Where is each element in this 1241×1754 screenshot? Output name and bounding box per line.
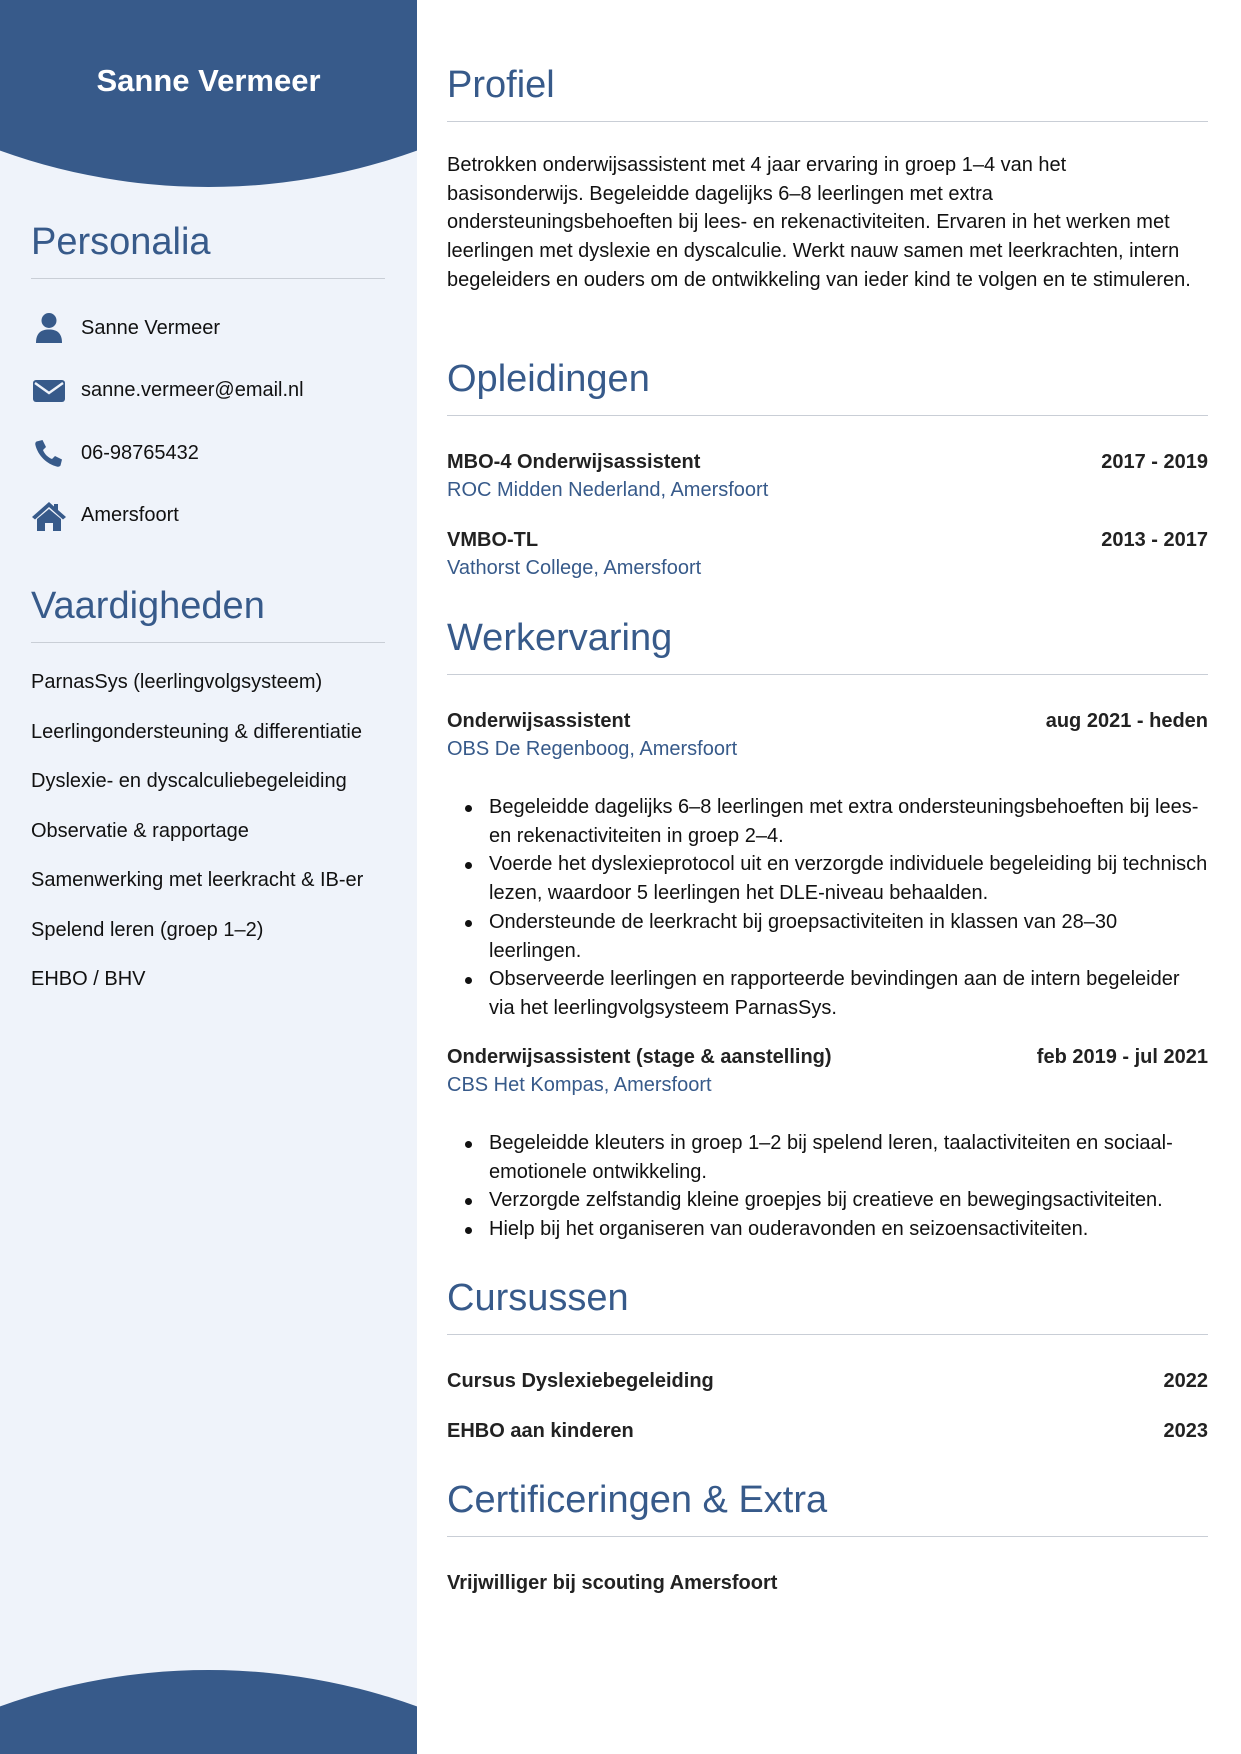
- envelope-icon: [31, 373, 67, 409]
- skill-item: EHBO / BHV: [31, 968, 146, 990]
- education-section: [447, 358, 1208, 416]
- sidebar: [0, 0, 417, 1754]
- skill-item: Leerlingondersteuning & differentiatie: [31, 720, 362, 743]
- bullet-item: Hielp bij het organiseren van ouderavonden en seizoensactiviteiten.: [447, 1215, 1208, 1244]
- profile-heading: Profiel: [447, 64, 1208, 122]
- education-entry: [447, 529, 1208, 580]
- profile-section: [447, 64, 1208, 295]
- contact-email[interactable]: sanne.vermeer@email.nl: [81, 379, 304, 402]
- education-title: VMBO-TL: [447, 529, 539, 551]
- bullet-item: Begeleidde dagelijks 6–8 leerlingen met extra ondersteuningsbehoeften bij lees- en rekenactiviteiten in groep 2–4.: [447, 793, 1208, 850]
- skill-item: Samenwerking met leerkracht & IB-er: [31, 869, 364, 891]
- job-employer: OBS De Regenboog, Amersfoort: [447, 738, 738, 760]
- certification-entry: [447, 1572, 1208, 1595]
- certification-title: Vrijwilliger bij scouting Amersfoort: [447, 1572, 778, 1594]
- contact-email-row: [31, 360, 385, 423]
- job-employer: CBS Het Kompas, Amersfoort: [447, 1074, 712, 1096]
- sidebar-footer-arc: [0, 1670, 417, 1754]
- course-title: Cursus Dyslexiebegeleiding: [447, 1370, 714, 1392]
- education-date: 2013 - 2017: [1101, 529, 1208, 551]
- bullet-item: Verzorgde zelfstandig kleine groepjes bij creatieve en bewegingsactiviteiten.: [447, 1186, 1208, 1215]
- bullet-item: Observeerde leerlingen en rapporteerde bevindingen aan de intern begeleider via het leerlingvolgsysteem ParnasSys.: [447, 965, 1208, 1022]
- certifications-section: [447, 1479, 1208, 1537]
- skill-item: Observatie & rapportage: [31, 819, 249, 842]
- skills-section: [31, 585, 385, 1011]
- job-title: Onderwijsassistent: [447, 710, 631, 732]
- contact-name-row: [31, 297, 385, 360]
- education-heading: Opleidingen: [447, 358, 1208, 416]
- skill-item: Spelend leren (groep 1–2): [31, 918, 264, 941]
- course-entry: [447, 1420, 1208, 1443]
- education-date: 2017 - 2019: [1101, 451, 1208, 473]
- bullet-item: Voerde het dyslexieprotocol uit en verzorgde individuele begeleiding bij technisch lezen, waardoor 5 leerlingen het DLE-niveau behaalden.: [447, 850, 1208, 907]
- education-institution: Vathorst College, Amersfoort: [447, 557, 702, 579]
- contact-name: Sanne Vermeer: [81, 316, 220, 339]
- job-date: feb 2019 - jul 2021: [1036, 1046, 1208, 1068]
- profile-text: Betrokken onderwijsassistent met 4 jaar ervaring in groep 1–4 van het basisonderwijs. Begeleidde dagelijks 6–8 leerlingen met extra ondersteuningsbehoeften bij lees- en rekenactiviteiten. Ervaren in het werken met leerlingen met dyslexie en dyscalculie. Werkt nauw samen met leerkrachten, intern begeleiders en ouders om de ontwikkeling van ieder kind te volgen en te stimuleren.: [447, 154, 1191, 291]
- skills-list: [31, 664, 385, 1011]
- experience-heading: Werkervaring: [447, 617, 1208, 675]
- contact-list: [31, 297, 385, 547]
- course-title: EHBO aan kinderen: [447, 1420, 634, 1442]
- skills-heading: Vaardigheden: [31, 585, 385, 643]
- job-bullets: [447, 1129, 1208, 1244]
- experience-entry: [447, 710, 1208, 761]
- job-bullets: [447, 793, 1208, 1023]
- personalia-heading: Personalia: [31, 221, 385, 279]
- contact-phone[interactable]: 06-98765432: [81, 441, 199, 464]
- bullet-item: Begeleidde kleuters in groep 1–2 bij spelend leren, taalactiviteiten en sociaal-emotionele ontwikkeling.: [447, 1129, 1208, 1186]
- contact-city: Amersfoort: [81, 504, 179, 527]
- course-year: 2022: [1163, 1370, 1208, 1392]
- candidate-name: Sanne Vermeer: [96, 63, 321, 98]
- contact-city-row: [31, 485, 385, 548]
- personalia-section: [31, 221, 385, 547]
- education-entry: [447, 451, 1208, 502]
- skill-item: ParnasSys (leerlingvolgsysteem): [31, 671, 323, 693]
- experience-entry: [447, 1046, 1208, 1097]
- job-date: aug 2021 - heden: [1045, 710, 1208, 732]
- education-institution: ROC Midden Nederland, Amersfoort: [447, 479, 769, 501]
- courses-section: [447, 1277, 1208, 1335]
- skill-item: Dyslexie- en dyscalculiebegeleiding: [31, 770, 347, 792]
- job-title: Onderwijsassistent (stage & aanstelling): [447, 1046, 832, 1068]
- bullet-item: Ondersteunde de leerkracht bij groepsactiviteiten in klassen van 28–30 leerlingen.: [447, 908, 1208, 965]
- courses-heading: Cursussen: [447, 1277, 1208, 1335]
- certifications-heading: Certificeringen & Extra: [447, 1479, 1208, 1537]
- phone-icon: [31, 435, 67, 471]
- home-icon: [31, 498, 67, 534]
- course-entry: [447, 1370, 1208, 1393]
- contact-phone-row: [31, 422, 385, 485]
- education-title: MBO-4 Onderwijsassistent: [447, 451, 701, 473]
- experience-section: [447, 617, 1208, 675]
- user-icon: [31, 310, 67, 346]
- course-year: 2023: [1163, 1420, 1208, 1442]
